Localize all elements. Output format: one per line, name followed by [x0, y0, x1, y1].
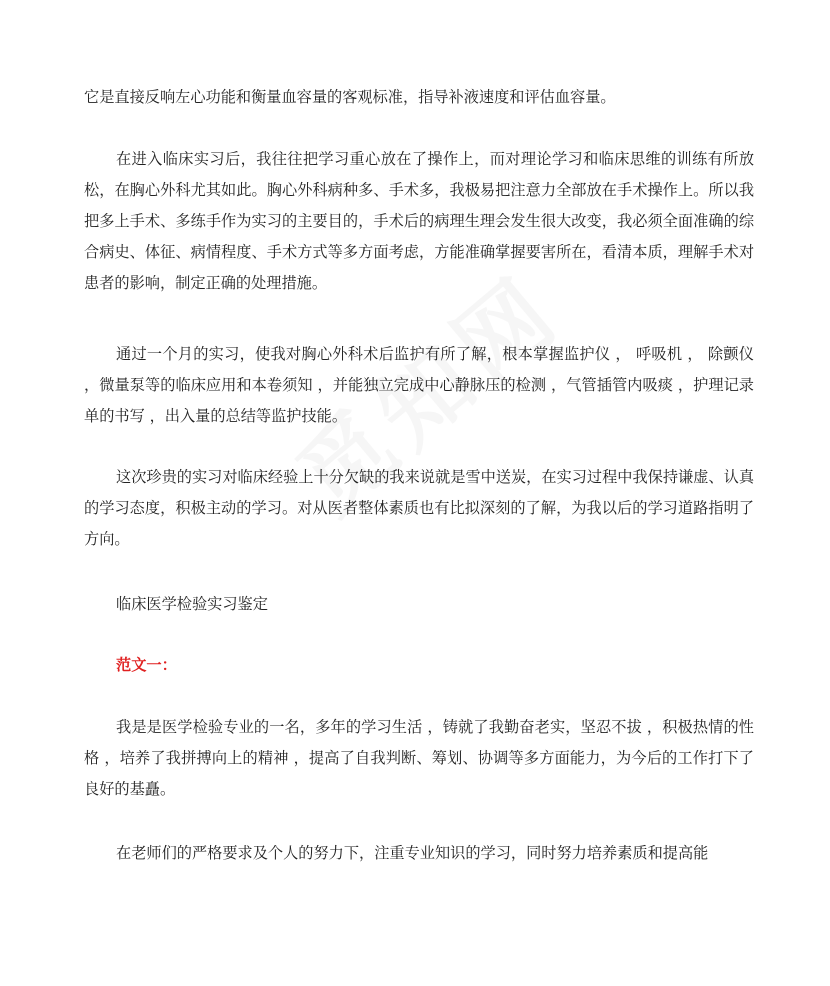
paragraph-3: 通过一个月的实习，使我对胸心外科术后监护有所了解，根本掌握监护仪 ， 呼吸机 ， 除颤仪 ，微量泵等的临床应用和本卷须知 ，并能独立完成中心静脉压的检测 ，气管插管内吸痰 ，护理记录单的书写 ，出入量的总结等监护技能。 — [84, 345, 754, 425]
section-title: 临床医学检验实习鉴定 — [116, 595, 268, 613]
paragraph-5: 我是是医学检验专业的一名，多年的学习生活 ，铸就了我勤奋老实，坚忍不拔 ，积极热情的性格 ，培养了我拼搏向上的精神 ，提高了自我判断、筹划、协调等多方面能力，为今后的工作打下了良好的基矗。 — [84, 718, 754, 798]
paragraph-6: 在老师们的严格要求及个人的努力下，注重专业知识的学习，同时努力培养素质和提高能 — [116, 844, 709, 862]
paragraph-4: 这次珍贵的实习对临床经验上十分欠缺的我来说就是雪中送炭，在实习过程中我保持谦虚、认真的学习态度，积极主动的学习。对从医者整体素质也有比拟深刻的了解，为我以后的学习道路指明了方向。 — [84, 468, 754, 548]
example-label: 范文一： — [116, 656, 177, 674]
paragraph-2: 在进入临床实习后，我往往把学习重心放在了操作上，而对理论学习和临床思维的训练有所放松，在胸心外科尤其如此。胸心外科病种多、手术多，我极易把注意力全部放在手术操作上。所以我把多上手术、多练手作为实习的主要目的，手术后的病理生理会发生很大改变，我必须全面准确的综合病史、体征、病情程度、手术方式等多方面考虑，方能准确掌握要害所在，看清本质，理解手术对患者的影响，制定正确的处理措施。 — [84, 150, 754, 292]
paragraph-1: 它是直接反响左心功能和衡量血容量的客观标准，指导补液速度和评估血容量。 — [84, 88, 616, 106]
